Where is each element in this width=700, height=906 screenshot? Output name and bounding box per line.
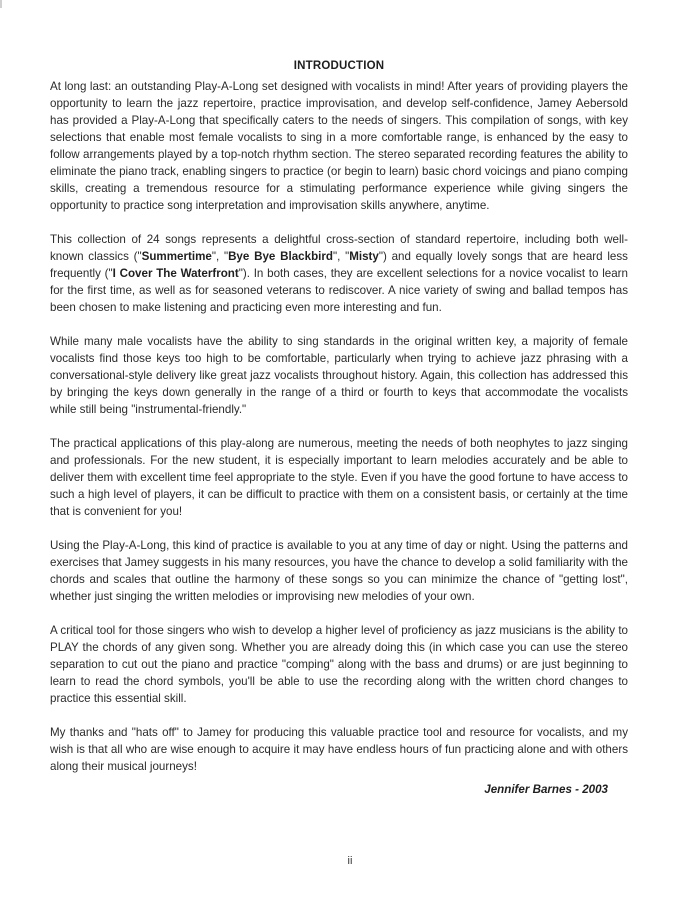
text-run: This collection of 24 songs represents a delightful cross-section of standard repertoire, including both well-known classics (" [50,233,628,263]
bold-song-title: I Cover The Waterfront [112,267,239,280]
text-run: At long last: an outstanding Play-A-Long set designed with vocalists in mind! After years of providing players the opportunity to learn the jazz repertoire, practice improvisation, and develop self-confidence, Jamey Aebersold has provided a Play-A-Long that specifically caters to the needs of singers. This compilation of songs, with key selections that enable most female vocalists to sing in a more comfortable range, is enhanced by the easy to follow arrangements played by a top-notch rhythm section. The stereo separated recording features the ability to eliminate the piano track, enabling singers to practice (or begin to learn) basic chord voicings and piano comping skills, creating a tremendous resource for a stimulating performance experience while giving singers the opportunity to practice song interpretation and improvisation skills anywhere, anytime. [50,80,628,212]
paragraph-6 [50,622,628,707]
paragraph-7 [50,724,628,775]
text-run: ", " [211,250,229,263]
text-run: The practical applications of this play-along are numerous, meeting the needs of both neophytes to jazz singing and professionals. For the new student, it is especially important to learn melodies accurately and be able to deliver them with excellent time feel appropriate to the style. Even if you have the good fortune to have access to such a high level of players, it can be difficult to practice with them on a consistent basis, or certainly at the time that is convenient for you! [50,437,628,518]
page-number: ii [347,855,353,867]
text-run: Using the Play-A-Long, this kind of practice is available to you at any time of day or night. Using the patterns and exercises that Jamey suggests in his many resources, you have the chance to develop a solid familiarity with the chords and scales that outline the harmony of these songs so you can minimize the chance of "getting lost", whether just singing the written melodies or improvising new melodies of your own. [50,539,628,603]
paragraph-2 [50,231,628,316]
text-run: A critical tool for those singers who wish to develop a higher level of proficiency as jazz musicians is the ability to PLAY the chords of any given song. Whether you are already doing this (in which case you can use the stereo separation to cut out the piano and practice "comping" along with the bass and drums) or are just beginning to learn to read the chord symbols, you'll be able to use the recording along with the written chord changes to practice this essential skill. [50,624,628,705]
page-title: INTRODUCTION [293,60,385,72]
text-run: My thanks and "hats off" to Jamey for producing this valuable practice tool and resource for vocalists, and my wish is that all who are wise enough to acquire it may have endless hours of fun practicing alone and with others along their musical journeys! [50,726,628,773]
page-edge-mark [0,0,2,8]
text-run: ", " [332,250,350,263]
text-run: "). In both cases, they are excellent selections for a novice vocalist to learn for the first time, as well as for seasoned veterans to rediscover. A nice variety of swing and ballad tempos has been chosen to make listening and practicing even more interesting and fun. [50,267,628,314]
paragraph-3 [50,333,628,418]
bold-song-title: Misty [349,250,379,263]
paragraph-1 [50,78,628,214]
paragraph-4 [50,435,628,520]
bold-song-title: Bye Bye Blackbird [228,250,333,263]
paragraph-5 [50,537,628,605]
author-signature: Jennifer Barnes - 2003 [484,783,608,796]
document-page [50,60,628,796]
text-run: ") and equally lovely songs that are heard less frequently (" [50,250,628,280]
bold-song-title: Summertime [141,250,212,263]
text-run: While many male vocalists have the ability to sing standards in the original written key, a majority of female vocalists find those keys too high to be comfortable, particularly when trying to achieve jazz phrasing with a conversational-style delivery like great jazz vocalists throughout history. Again, this collection has addressed this by bringing the keys down generally in the range of a third or fourth to keys that accommodate the vocalists while still being "instrumental-friendly." [50,335,628,416]
